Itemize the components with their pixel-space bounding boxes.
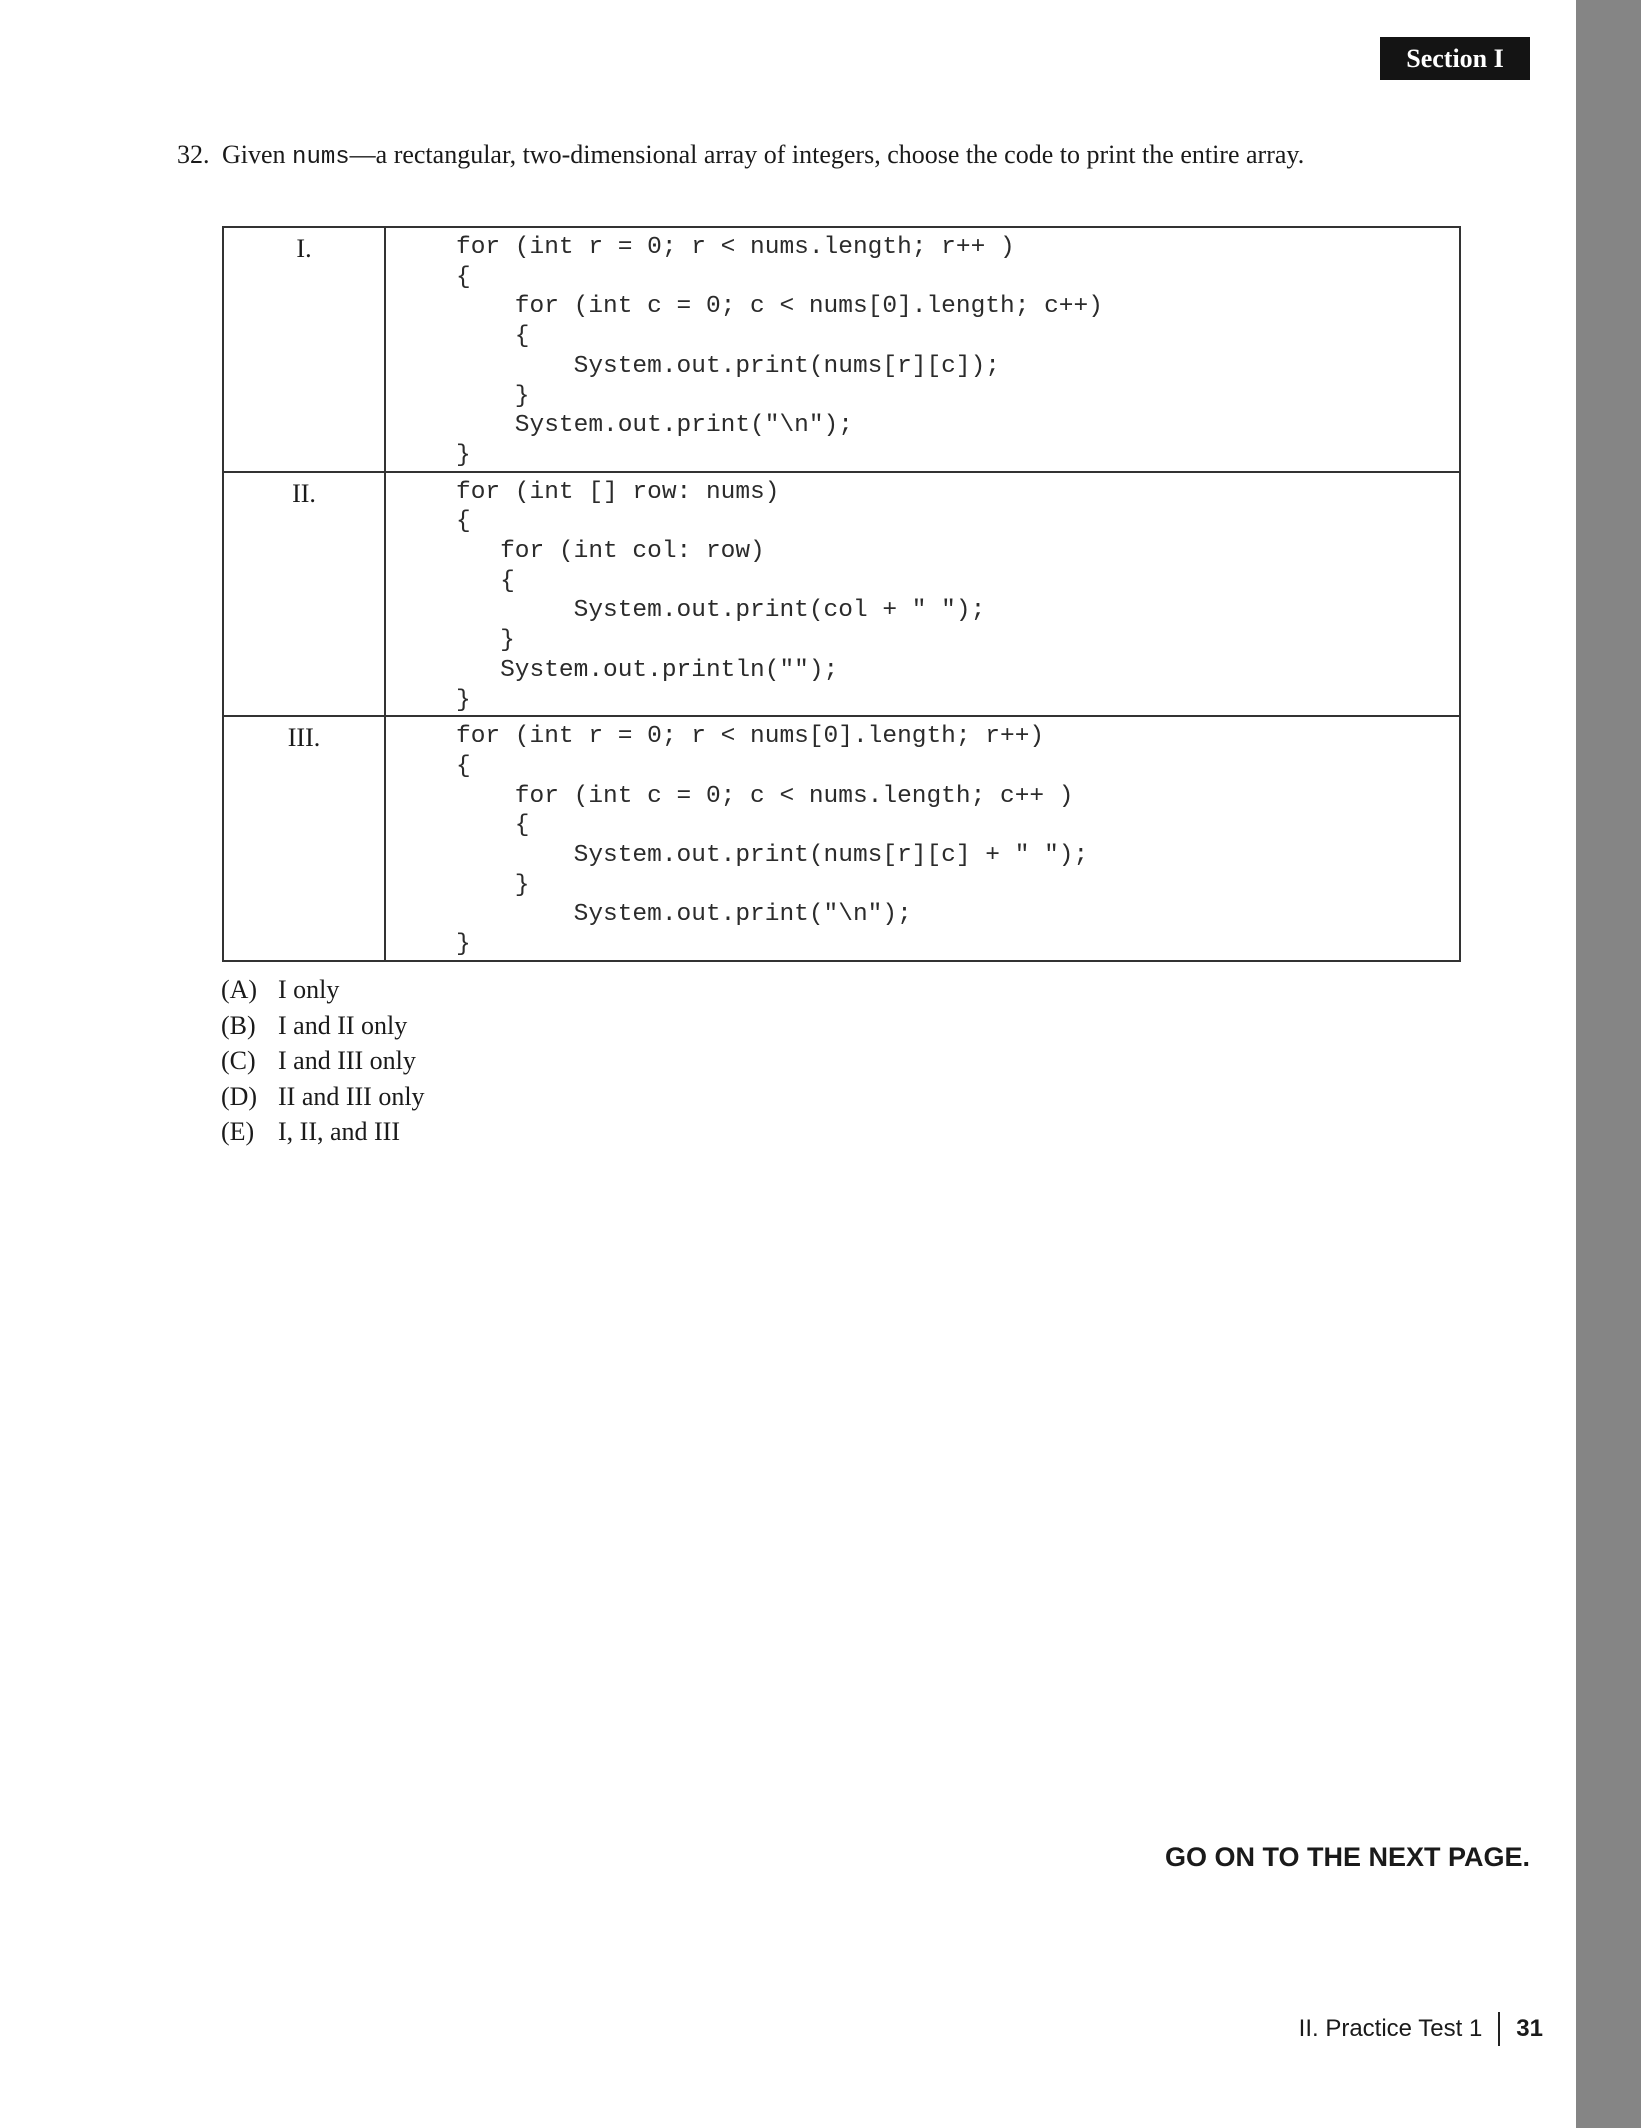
question-text-after: —a rectangular, two-dimensional array of integers, choose the code to print the entire array. (349, 140, 1305, 169)
option-code-cell (385, 227, 1460, 472)
choice-text: I and II only (278, 1010, 408, 1040)
choice-letter: (E) (221, 1117, 255, 1146)
page-edge-bar (1576, 0, 1641, 2128)
answer-choice-e[interactable] (221, 1117, 425, 1153)
option-row-1 (223, 227, 1460, 472)
option-label: II. (223, 472, 385, 717)
choice-letter: (C) (221, 1046, 256, 1075)
choice-text: I and III only (278, 1046, 416, 1075)
footer-chapter: II. Practice Test 1 (1298, 2015, 1483, 2042)
option-row-3 (223, 716, 1460, 961)
answer-choice-c[interactable] (221, 1046, 425, 1082)
choice-letter: (D) (221, 1081, 258, 1111)
go-on-notice: GO ON TO THE NEXT PAGE. (1164, 1842, 1530, 1872)
page-footer (1299, 2012, 1543, 2046)
choice-text: I only (278, 975, 340, 1004)
section-tab (1380, 37, 1530, 80)
option-label: I. (223, 227, 385, 472)
choice-letter: (B) (221, 1010, 256, 1040)
choice-text: II and III only (278, 1081, 425, 1111)
option-code-2: for (int [] row: nums) { for (int col: row) { System.out.print(col + " "); } System.out.println(""); } (456, 478, 986, 714)
option-code-1: for (int r = 0; r < nums.length; r++ ) { for (int c = 0; c < nums[0].length; c++) { System.out.print(nums[r][c]); } System.out.print("\n"); } (456, 234, 1103, 469)
option-label: III. (223, 716, 385, 961)
question-code-term: nums (292, 144, 350, 171)
choice-text: I, II, and III (278, 1117, 400, 1146)
choice-letter: (A) (221, 975, 258, 1004)
section-label: Section I (1406, 43, 1504, 73)
answer-choice-d[interactable] (221, 1082, 425, 1118)
option-code-cell (385, 472, 1460, 717)
answer-choices (221, 975, 425, 1153)
option-row-2 (223, 472, 1460, 717)
question-stem (177, 140, 1304, 171)
question-number: 32. (177, 140, 210, 169)
code-options-table (222, 226, 1461, 962)
answer-choice-a[interactable] (221, 975, 425, 1011)
option-code-cell (385, 716, 1460, 961)
option-code-3: for (int r = 0; r < nums[0].length; r++) { for (int c = 0; c < nums.length; c++ ) { System.out.print(nums[r][c] + " "); } System.out.print("\n"); } (456, 723, 1089, 959)
page-number: 31 (1516, 2015, 1543, 2042)
answer-choice-b[interactable] (221, 1011, 425, 1047)
question-text-before: Given (222, 140, 293, 169)
footer-divider (1498, 2012, 1500, 2046)
